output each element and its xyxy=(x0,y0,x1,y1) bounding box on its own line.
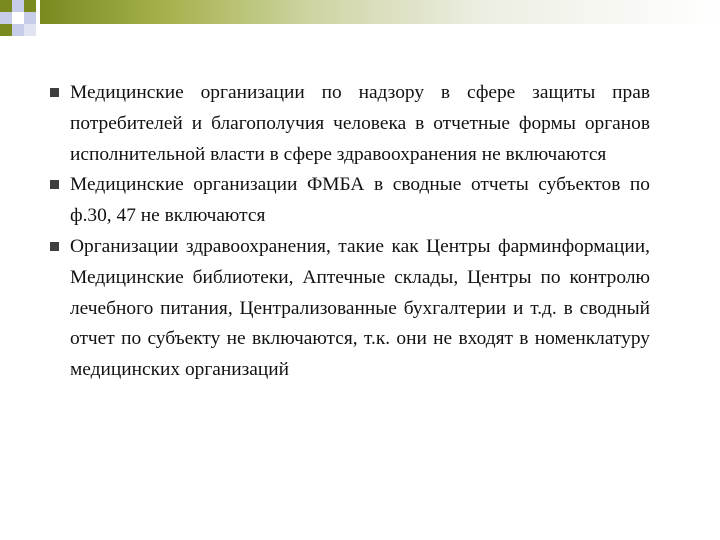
decor-square-blue xyxy=(24,24,36,36)
bullet-list xyxy=(50,78,650,386)
decor-square-olive xyxy=(24,0,36,12)
decor-square-blue xyxy=(12,24,24,36)
header-gradient-bar xyxy=(40,0,720,24)
square-bullet-icon xyxy=(50,180,59,189)
decor-square-white xyxy=(12,12,24,24)
decor-square-olive xyxy=(0,24,12,36)
bullet-text: Медицинские организации ФМБА в сводные отчеты субъектов по ф.30, 47 не включаются xyxy=(70,174,650,227)
list-item xyxy=(50,232,650,386)
square-bullet-icon xyxy=(50,88,59,97)
decor-square-blue xyxy=(12,0,24,12)
bullet-text: Организации здравоохранения, такие как Центры фарминформации, Медицинские библиотеки, Аптечные склады, Центры по контролю лечебного питания, Централизованные бухгалтерии и т.д. в сводный отчет по субъекту не включаются, т.к. они не входят в номенклатуру медицинских организаций xyxy=(70,235,650,381)
list-item xyxy=(50,78,650,170)
decor-square-olive xyxy=(0,0,12,12)
list-item xyxy=(50,170,650,232)
decor-square-blue xyxy=(24,12,36,24)
slide-content xyxy=(50,78,650,386)
bullet-text: Медицинские организации по надзору в сфере защиты прав потребителей и благополучия человека в отчетные формы органов исполнительной власти в сфере здравоохранения не включаются xyxy=(70,82,650,165)
decor-square-blue xyxy=(0,12,12,24)
square-bullet-icon xyxy=(50,242,59,251)
